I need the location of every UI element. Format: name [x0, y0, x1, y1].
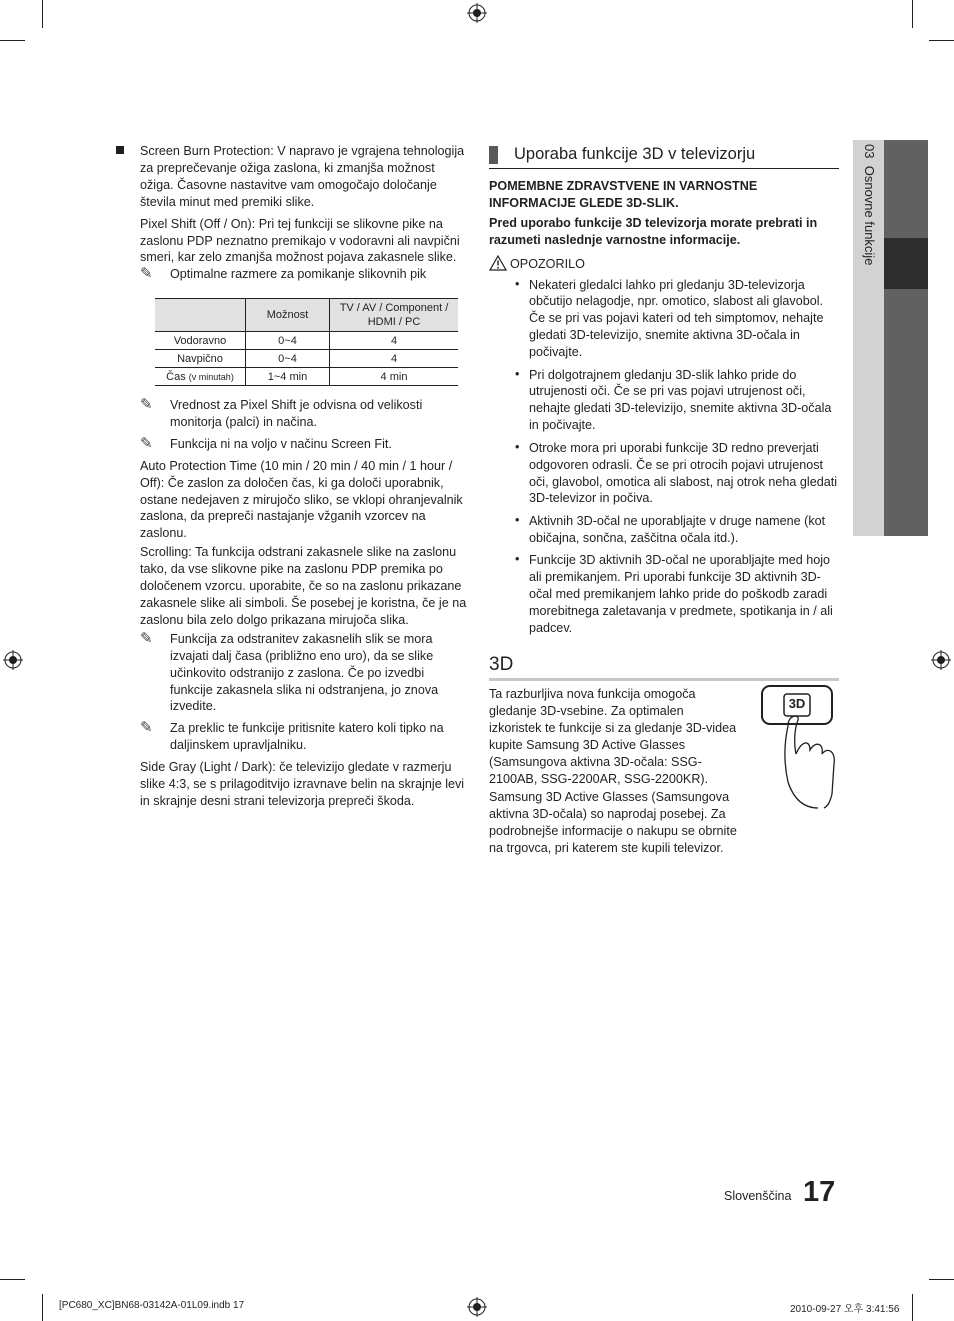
- list-item: • Otroke mora pri uporabi funkcije 3D redno preverjati odgovoren odrasli. Če se pri otrocih pojavi utrujenost oči, glavobol, omotica ali slabost, naj otrok neha gledati 3D-televizor in počiva.: [489, 440, 839, 508]
- table-cell: 0~4: [246, 350, 330, 368]
- left-column-lower: [140, 397, 467, 810]
- crop-mark: [0, 40, 25, 41]
- side-gray-paragraph: [140, 759, 467, 810]
- table-cell: [155, 368, 246, 386]
- warning-heading: [489, 255, 839, 273]
- auto-protection-text: : Če zaslon za določen čas, ki ga določi uporabnik, ostane nedejaven z mirujočo sliko, se vklopi ohranjevalnik zaslona, da prepreči nastajanje vžganih vzorcev na zaslonu.: [140, 475, 463, 541]
- list-item: • Nekateri gledalci lahko pri gledanju 3D-televizorja občutijo nelagodje, npr. omotico, slabost ali glavobol. Če se pri vas pojavi kateri od teh simptomov, nehajte gledati 3D-televizijo, snemite aktivna 3D-očala in počivajte.: [489, 277, 839, 362]
- scrolling-paragraph: [140, 544, 467, 629]
- chapter-tab-active: [884, 238, 928, 289]
- crop-mark: [0, 1279, 25, 1280]
- row-label-unit: (v minutah): [188, 371, 234, 382]
- note-text: Vrednost za: [170, 398, 241, 412]
- warning-list: [489, 277, 839, 637]
- auto-protection-term: Auto Protection Time (10 min / 20 min / 40 min / 1 hour / Off): [140, 458, 453, 490]
- section-title: Uporaba funkcije 3D v televizorju: [514, 145, 756, 163]
- table-cell: 1~4 min: [246, 368, 330, 386]
- note-text: je odvisna od velikosti monitorja (palci) in načina.: [170, 398, 423, 429]
- right-column: [489, 178, 839, 642]
- list-item: • Pri dolgotrajnem gledanju 3D-slik lahko pride do utrujenosti oči. Če se pri vas pojavi utrujenost oči, nehajte gledati 3D-televizijo, snemite aktivna 3D-očala in počivajte.: [489, 367, 839, 435]
- crop-mark: [42, 0, 43, 28]
- 3d-paragraph-1: Ta razburljiva nova funkcija omogoča gledanje 3D-vsebine. Za optimalen izkoristek te funkcije si za gledanje 3D-videa kupite Samsung 3D Active Glasses (Samsungova aktivna 3D-očala: SSG-2100AB, SSG-2200AR, SSG-2200KR).: [489, 687, 737, 786]
- table-header-cell: [155, 299, 246, 332]
- table-cell: 4 min: [330, 368, 459, 386]
- note: [140, 631, 467, 716]
- table-row: [155, 368, 458, 386]
- pixel-shift-paragraph: [140, 216, 467, 267]
- registration-mark-icon: [931, 650, 951, 670]
- 3d-paragraph-2: Samsung 3D Active Glasses (Samsungova aktivna 3D-očala) so naprodaj posebej. Za podrobnejše informacije o nakupu se obrnite na trgovca, pri katerem ste kupili televizor.: [489, 790, 737, 855]
- pixel-shift-table: [155, 298, 458, 386]
- scrolling-term: Scrolling: [140, 545, 189, 560]
- list-item: • Funkcije 3D aktivnih 3D-očal ne uporabljajte med hojo ali premikanjem. Pri uporabi funkcije 3D aktivnih 3D-očal med premikanjem lahko pride do poškodb zaradi morebitnega zaletavanja v predmete, spotikanja in / ali padcev.: [489, 552, 839, 637]
- table-cell: [155, 332, 246, 350]
- note-text: Funkcija za odstranitev zakasnelih slik se mora izvajati dalj časa (približno eno uro), da se slike učinkovito odstranijo z zaslona. Če po izvedbi funkcije zakasnela slika ni odstranjena, jo znova izvedite.: [170, 631, 439, 714]
- scrolling-text: : Ta funkcija odstrani zakasnele slike na zaslonu tako, da vse slikovne pike na zaslonu PDP premika po določenem vzorcu. uporabite, če so na zaslonu prikazane zakasnele slike ali simboli. Še posebej je koristna, če je na zaslonu bila zelo dolgo prikazana mirujoča slika.: [140, 545, 467, 627]
- note-text: Funkcija ni na voljo v načinu: [170, 436, 332, 451]
- registration-mark-icon: [3, 650, 23, 670]
- note-pencil-icon: ✎: [140, 719, 153, 737]
- heading-3d-rule: [489, 678, 839, 681]
- crop-mark: [912, 0, 913, 28]
- table-cell: 0~4: [246, 332, 330, 350]
- note-text: .: [388, 436, 392, 451]
- table-header-row: [155, 299, 458, 332]
- footer-language: Slovenščina: [724, 1189, 792, 1203]
- section-bar: [489, 146, 498, 164]
- table-header-cell: TV / AV / Component / HDMI / PC: [330, 299, 459, 332]
- row-label: Vodoravno: [173, 334, 227, 347]
- table-cell: [155, 350, 246, 368]
- section-rule: [489, 168, 839, 169]
- table-row: [155, 350, 458, 368]
- auto-protection-paragraph: [140, 458, 467, 543]
- note-term: Pixel Shift: [240, 398, 297, 412]
- chapter-tab-bar: [884, 140, 928, 536]
- side-gray-text: : če televizijo gledate v razmerju slike 4:3, se s prilagoditvijo izravnave belin na skrajnje levi in skrajnje desni strani televizorja prepreči škoda.: [140, 760, 465, 808]
- health-title: POMEMBNE ZDRAVSTVENE IN VARNOSTNE INFORMACIJE GLEDE 3D-SLIK.: [489, 179, 758, 210]
- left-column: [140, 143, 467, 283]
- row-label: Navpično: [177, 352, 223, 365]
- note: [140, 266, 467, 283]
- chapter-number: 03: [862, 144, 877, 159]
- health-subtitle: Pred uporabo funkcije 3D televizorja morate prebrati in razumeti naslednje varnostne informacije.: [489, 215, 818, 247]
- crop-mark: [912, 1294, 913, 1321]
- registration-mark-icon: [467, 3, 487, 23]
- crop-mark: [929, 1279, 954, 1280]
- note-pencil-icon: ✎: [140, 396, 153, 413]
- registration-mark-icon: [467, 1297, 487, 1317]
- pixel-shift-text: : Pri tej funkciji se slikovne pike na zaslonu PDP neznatno premikajo v vodoravni ali navpični smeri, kar zelo zmanjša možnost pojava zakasnele slike.: [140, 216, 460, 265]
- note-pencil-icon: ✎: [140, 434, 153, 452]
- table-cell: 4: [330, 350, 459, 368]
- heading-3d: 3D: [489, 654, 514, 675]
- note: [140, 436, 467, 453]
- table-row: [155, 332, 458, 350]
- side-gray-term: Side Gray (Light / Dark): [140, 760, 273, 775]
- note: [140, 720, 467, 754]
- section-bullet-square: [116, 146, 124, 154]
- screen-burn-paragraph: [140, 143, 467, 211]
- note-pencil-icon: ✎: [140, 629, 153, 647]
- screen-burn-term: Screen Burn Protection: [140, 144, 271, 158]
- table-header-cell: Možnost: [246, 299, 330, 332]
- warning-label: OPOZORILO: [510, 256, 585, 271]
- note-text: Za preklic te funkcije pritisnite katero koli tipko na daljinskem upravljalniku.: [170, 721, 444, 753]
- screen-burn-text: : V napravo je vgrajena tehnologija za preprečevanje ožiga zaslona, ki zmanjša možnost ožiga. Časovne nastavitve vam omogočajo določanje števila minut med premiki slike.: [140, 144, 465, 209]
- 3d-button-label: 3D: [788, 696, 806, 711]
- note-pencil-icon: ✎: [140, 265, 153, 283]
- row-label: Čas: [166, 370, 186, 383]
- pixel-shift-note: Optimalne razmere za pomikanje slikovnih pik: [170, 267, 427, 282]
- page-number: 17: [803, 1176, 836, 1208]
- crop-mark: [42, 1294, 43, 1321]
- note: [140, 397, 467, 431]
- chapter-tab-label: [857, 144, 881, 344]
- pixel-shift-term: Pixel Shift (Off / On): [140, 216, 252, 231]
- chapter-title: Osnovne funkcije: [862, 165, 877, 266]
- print-date-info: 2010-09-27 오후 3:41:56: [790, 1304, 900, 1315]
- note-term: Screen Fit: [331, 436, 389, 451]
- print-file-info: [PC680_XC]BN68-03142A-01L09.indb 17: [59, 1300, 245, 1311]
- crop-mark: [929, 40, 954, 41]
- warning-icon: [489, 255, 507, 271]
- table-cell: 4: [330, 332, 459, 350]
- list-item: • Aktivnih 3D-očal ne uporabljajte v druge namene (kot običajna, sončna, zaščitna očala itd.).: [489, 513, 839, 547]
